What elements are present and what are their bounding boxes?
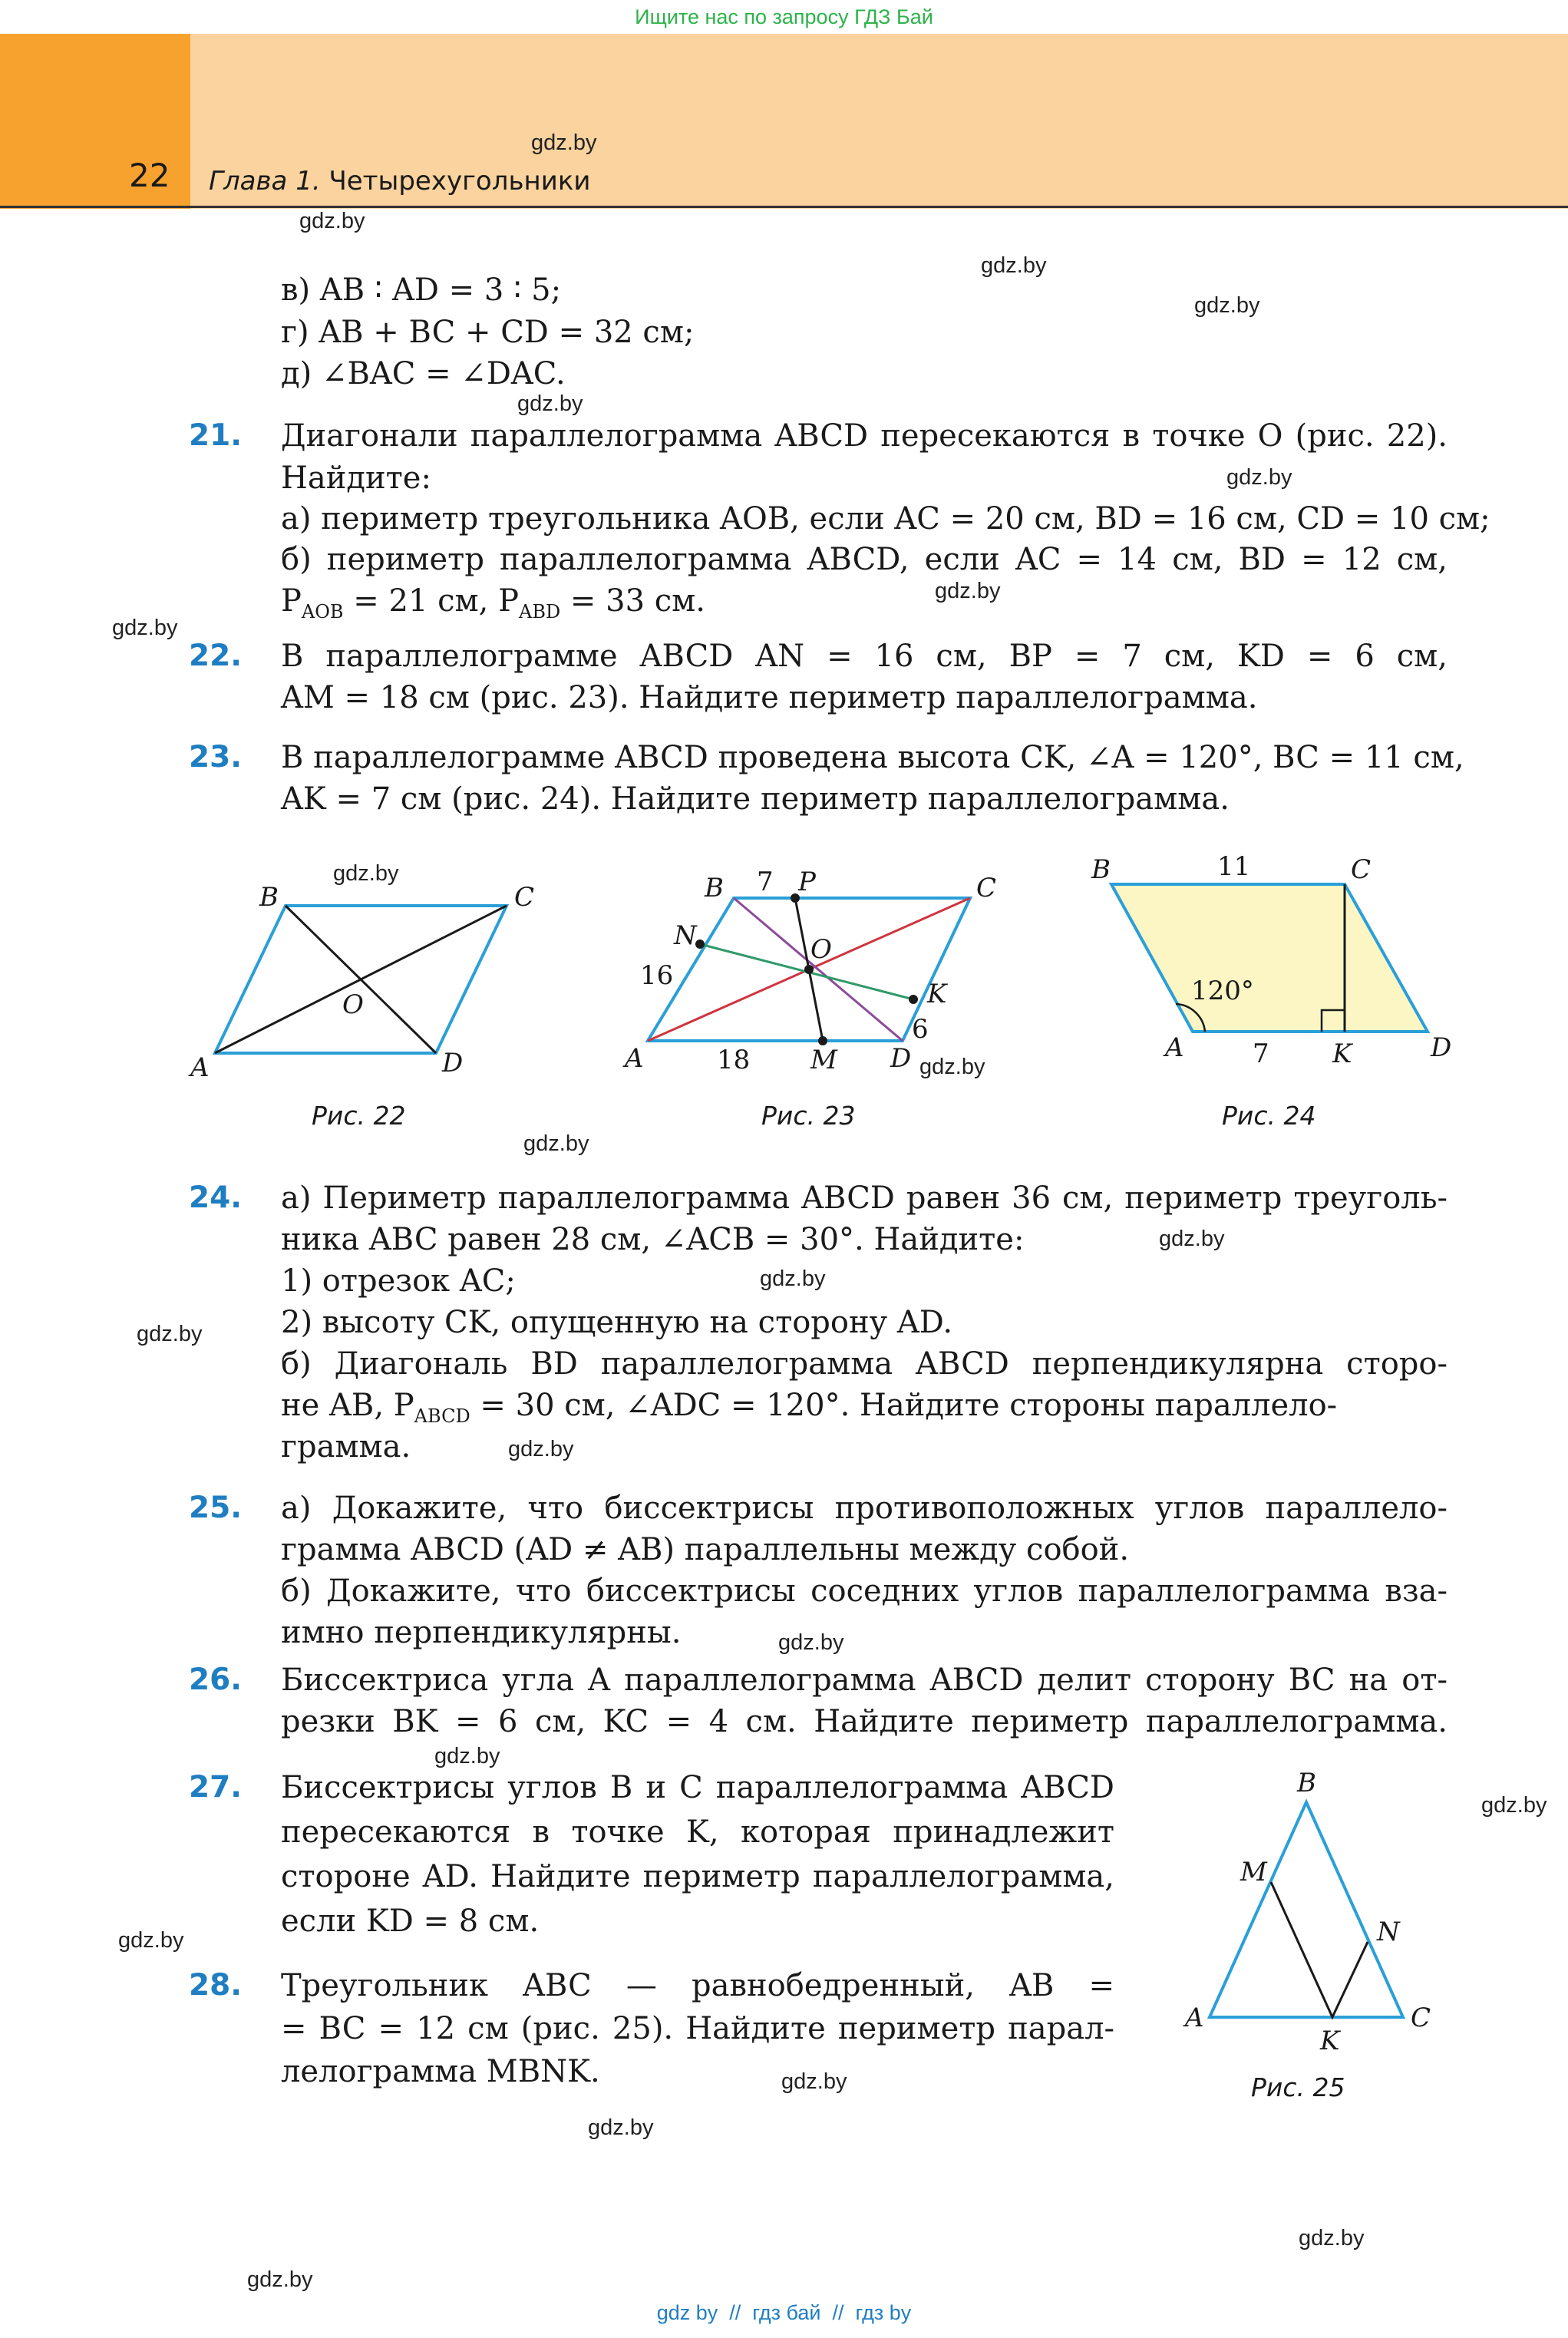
figure-25: [1159, 1758, 1481, 2065]
top-banner[interactable]: Ищите нас по запросу ГДЗ Бай: [635, 5, 933, 28]
text-line: б) периметр параллелограмма ABCD, если AC = 14 см, BD = 12 см,: [281, 542, 1448, 577]
text-line: Диагонали параллелограмма ABCD пересекаются в точке O (рис. 22).: [281, 418, 1448, 454]
subscript: AOB: [301, 601, 344, 622]
text: = 30 см, ∠ADC = 120°. Найдите стороны параллело-: [470, 1388, 1338, 1423]
problem-number: 26.: [189, 1663, 243, 1697]
footer-links[interactable]: gdz by // гдз бай // гдз by: [656, 2301, 912, 2324]
number-6: 6: [912, 1014, 929, 1045]
watermark: gdz.by: [299, 209, 365, 233]
label-m: M: [1240, 1857, 1267, 1887]
watermark: gdz.by: [112, 616, 178, 640]
segments-mkn: [1271, 1882, 1368, 2017]
text-line: ника ABC равен 28 см, ∠ACB = 30°. Найдите:: [281, 1222, 1025, 1257]
text-line: д) ∠BAC = ∠DAC.: [281, 356, 566, 391]
text-line: в) AB ∶ AD = 3 ∶ 5;: [281, 272, 562, 308]
number-11: 11: [1217, 851, 1251, 882]
text-line: В параллелограмме ABCD AN = 16 см, BP = 7 см, KD = 6 см,: [281, 639, 1448, 674]
figure-caption: Рис. 24: [1222, 1101, 1316, 1131]
watermark: gdz.by: [1481, 1793, 1547, 1818]
watermark: gdz.by: [919, 1055, 985, 1079]
watermark: gdz.by: [118, 1928, 184, 1953]
figure-22: [184, 875, 553, 1090]
text-line: = BC = 12 см (рис. 25). Найдите периметр парал-: [281, 2011, 1114, 2046]
text-line: г) AB + BC + CD = 32 см;: [281, 315, 695, 350]
text: P: [281, 583, 302, 619]
label-p: P: [798, 867, 816, 897]
chapter-label: Глава 1.: [209, 166, 321, 196]
watermark: gdz.by: [781, 2069, 847, 2094]
label-k: K: [927, 979, 947, 1009]
label-b: B: [705, 873, 724, 903]
point-k: [909, 995, 918, 1004]
label-b: B: [1091, 854, 1111, 885]
problem-number: 27.: [189, 1770, 243, 1805]
text-line: а) периметр треугольника AOB, если AC = 20 см, BD = 16 см, CD = 10 см;: [281, 501, 1490, 537]
subscript: ABCD: [414, 1405, 470, 1427]
watermark: gdz.by: [778, 1630, 844, 1655]
watermark: gdz.by: [1226, 465, 1292, 490]
watermark: gdz.by: [333, 861, 399, 886]
point-o: [804, 965, 814, 974]
point-n: [695, 939, 705, 949]
text-line: грамма.: [281, 1429, 411, 1465]
text-line: грамма ABCD (AD ≠ AB) параллельны между собой.: [281, 1532, 1130, 1567]
figure-23: [614, 860, 1028, 1090]
figure-24: [1074, 844, 1474, 1082]
text-line: имно перпендикулярны.: [281, 1615, 682, 1650]
problem-number: 24.: [189, 1181, 243, 1215]
figure-caption: Рис. 25: [1251, 2072, 1345, 2102]
watermark: gdz.by: [434, 1744, 500, 1768]
diagonal-ac: [215, 906, 507, 1053]
text-line: резки BK = 6 см, KC = 4 см. Найдите периметр параллелограмма.: [281, 1704, 1448, 1739]
problem-number: 21.: [189, 418, 243, 453]
chapter-name: Четырехугольники: [320, 166, 591, 196]
triangle: [1210, 1802, 1403, 2017]
text: не AB, P: [281, 1388, 414, 1423]
angle-120: 120°: [1191, 976, 1254, 1006]
number-7: 7: [757, 867, 774, 897]
text-line: Найдите:: [281, 461, 431, 496]
label-a: A: [1185, 2003, 1204, 2033]
watermark: gdz.by: [760, 1266, 826, 1291]
number-16: 16: [640, 960, 674, 991]
watermark: gdz.by: [531, 130, 597, 155]
subscript: ABD: [519, 601, 561, 622]
watermark: gdz.by: [1194, 293, 1260, 318]
label-d: D: [890, 1043, 912, 1074]
label-n: N: [674, 920, 697, 951]
figure-caption: Рис. 23: [761, 1101, 856, 1131]
text-line: В параллелограмме ABCD проведена высота CK, ∠A = 120°, BC = 11 см,: [281, 740, 1464, 775]
label-n: N: [1377, 1917, 1400, 1947]
label-o: O: [810, 934, 832, 965]
watermark: gdz.by: [523, 1131, 589, 1156]
label-a: A: [625, 1043, 644, 1074]
text: = 21 см, P: [343, 583, 519, 619]
chapter-title: [209, 166, 590, 196]
watermark: gdz.by: [1159, 1227, 1225, 1251]
label-k: K: [1320, 2026, 1340, 2056]
text-line: если KD = 8 см.: [281, 1904, 540, 1939]
text-line: Треугольник ABC — равнобедренный, AB =: [281, 1968, 1114, 2003]
label-b: B: [259, 882, 279, 913]
watermark: gdz.by: [1299, 2226, 1365, 2250]
label-m: M: [810, 1045, 837, 1075]
problem-number: 22.: [189, 639, 243, 673]
text-line: стороне AD. Найдите периметр параллелограмма,: [281, 1859, 1114, 1894]
figure-caption: Рис. 22: [312, 1101, 406, 1131]
text-line: а) Докажите, что биссектрисы противоположных углов параллело-: [281, 1491, 1448, 1526]
text-line: 2) высоту CK, опущенную на сторону AD.: [281, 1305, 953, 1340]
watermark: gdz.by: [981, 253, 1047, 278]
label-c: C: [976, 873, 997, 903]
problem-number: 23.: [189, 740, 243, 774]
label-a: A: [1165, 1032, 1184, 1063]
number-18: 18: [717, 1045, 751, 1075]
watermark: gdz.by: [588, 2115, 654, 2140]
text-line: AK = 7 см (рис. 24). Найдите периметр параллелограмма.: [281, 781, 1230, 817]
label-k: K: [1332, 1039, 1352, 1069]
watermark: gdz.by: [935, 579, 1001, 603]
label-d: D: [442, 1048, 464, 1078]
text-line: Биссектрисы углов B и C параллелограмма ABCD: [281, 1770, 1114, 1805]
text: = 33 см.: [560, 583, 706, 619]
label-b: B: [1297, 1768, 1316, 1798]
text-line: а) Периметр параллелограмма ABCD равен 36 см, периметр треуголь-: [281, 1181, 1448, 1216]
problem-number: 25.: [189, 1491, 243, 1525]
label-d: D: [1431, 1032, 1452, 1063]
label-a: A: [190, 1052, 210, 1083]
problem-number: 28.: [189, 1968, 243, 2003]
text-line: пересекаются в точке K, которая принадлежит: [281, 1815, 1114, 1850]
label-o: O: [342, 989, 364, 1020]
label-c: C: [514, 882, 535, 913]
parallelogram: [1111, 884, 1428, 1032]
text-line: [281, 1388, 1337, 1427]
label-c: C: [1351, 854, 1372, 885]
text-line: лелограмма MBNK.: [281, 2054, 600, 2089]
watermark: gdz.by: [517, 391, 583, 416]
page-number: 22: [129, 157, 170, 194]
watermark: gdz.by: [508, 1437, 574, 1461]
watermark: gdz.by: [137, 1322, 203, 1346]
text-line: б) Докажите, что биссектрисы соседних углов параллелограмма вза-: [281, 1574, 1448, 1609]
label-c: C: [1411, 2003, 1431, 2033]
watermark: gdz.by: [247, 2267, 313, 2292]
text-line: AM = 18 см (рис. 23). Найдите периметр параллелограмма.: [281, 680, 1258, 715]
text-line: 1) отрезок AC;: [281, 1263, 516, 1299]
text-line: б) Диагональ BD параллелограмма ABCD перпендикулярна сторо-: [281, 1346, 1448, 1382]
number-7: 7: [1253, 1039, 1269, 1069]
header-rule: [0, 206, 1568, 208]
text-line: [281, 583, 705, 622]
text-line: Биссектриса угла A параллелограмма ABCD делит сторону BC на от-: [281, 1663, 1448, 1698]
